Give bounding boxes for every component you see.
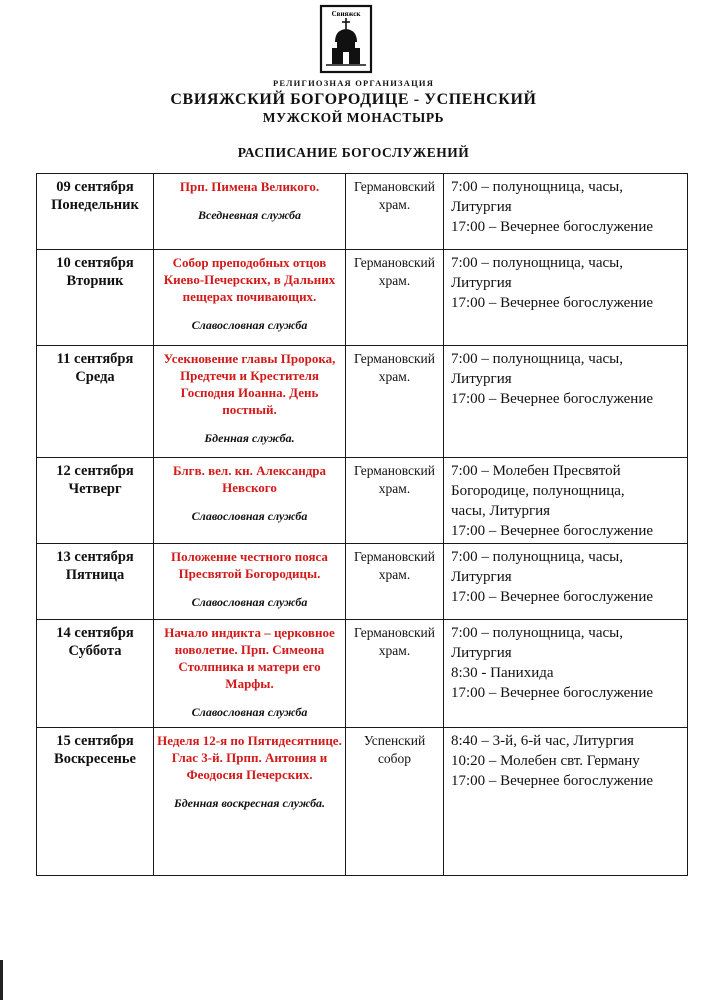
church-cell [346, 620, 444, 728]
feast-cell [154, 346, 346, 458]
schedule-table [36, 173, 688, 876]
service-type: Славословная служба [191, 595, 308, 609]
church-cell [346, 544, 444, 620]
service-type: Бденная служба. [204, 431, 295, 445]
service-time: Богородице, полунощница, [451, 483, 625, 499]
feast-name: Начало индикта – церковное новолетие. Прп. Симеона Столпника и матери его Марфы. [164, 625, 335, 691]
service-time: Литургия [451, 569, 512, 585]
org-type: РЕЛИГИОЗНАЯ ОРГАНИЗАЦИЯ [272, 78, 435, 88]
table-row [37, 620, 688, 728]
church-name: Германовский храм. [353, 255, 436, 288]
feast-cell [154, 250, 346, 346]
church-name: Германовский храм. [353, 351, 436, 384]
service-time: 17:00 – Вечернее богослужение [451, 773, 654, 789]
service-type: Славословная служба [191, 705, 308, 719]
service-time: 8:40 – 3-й, 6-й час, Литургия [451, 733, 634, 749]
table-row [37, 346, 688, 458]
date: 14 сентября [56, 625, 134, 641]
service-time: 17:00 – Вечернее богослужение [451, 685, 654, 701]
feast-cell [154, 620, 346, 728]
service-time: Литургия [451, 199, 512, 215]
times-cell [444, 250, 688, 346]
weekday: Среда [75, 369, 115, 385]
times-cell [444, 544, 688, 620]
service-time: 10:20 – Молебен свт. Герману [451, 753, 640, 769]
date-cell [37, 174, 154, 250]
times-cell [444, 620, 688, 728]
date: 13 сентября [56, 549, 134, 565]
feast-name: Неделя 12-я по Пятидесятнице. Глас 3-й. Прпп. Антония и Феодосия Печерских. [157, 733, 342, 782]
date: 10 сентября [56, 255, 134, 271]
church-cell [346, 174, 444, 250]
service-time: 7:00 – полунощница, часы, [451, 625, 623, 641]
feast-name: Усекновение главы Пророка, Предтечи и Крестителя Господня Иоанна. День постный. [163, 351, 336, 417]
feast-name: Положение честного пояса Пресвятой Богородицы. [171, 549, 328, 581]
date-cell [37, 346, 154, 458]
service-type: Славословная служба [191, 509, 308, 523]
date-cell [37, 544, 154, 620]
church-cell [346, 458, 444, 544]
service-time: 7:00 – полунощница, часы, [451, 255, 623, 271]
date: 12 сентября [56, 463, 134, 479]
weekday: Суббота [68, 643, 122, 659]
org-subtitle: МУЖСКОЙ МОНАСТЫРЬ [262, 110, 445, 125]
weekday: Воскресенье [54, 751, 136, 767]
table-row [37, 458, 688, 544]
church-cell [346, 346, 444, 458]
document-title: РАСПИСАНИЕ БОГОСЛУЖЕНИЙ [237, 145, 470, 160]
service-time: 17:00 – Вечернее богослужение [451, 295, 654, 311]
table-row [37, 250, 688, 346]
church-name: Германовский храм. [353, 549, 436, 582]
date: 11 сентября [56, 351, 134, 367]
feast-cell [154, 174, 346, 250]
date-cell [37, 458, 154, 544]
logo-text: Свияжск [331, 10, 361, 18]
date-cell [37, 250, 154, 346]
service-time: 7:00 – полунощница, часы, [451, 179, 623, 195]
service-time: Литургия [451, 645, 512, 661]
weekday: Четверг [68, 481, 122, 497]
church-name: Германовский храм. [353, 463, 436, 496]
table-row [37, 174, 688, 250]
feast-name: Собор преподобных отцов Киево-Печерских, в Дальних пещерах почивающих. [163, 255, 336, 304]
monastery-logo-icon [318, 4, 374, 74]
times-cell [444, 458, 688, 544]
service-time: 7:00 – Молебен Пресвятой [451, 463, 621, 479]
date: 09 сентября [56, 179, 134, 195]
feast-cell [154, 728, 346, 876]
date-cell [37, 728, 154, 876]
church-name: Успенский собор [363, 733, 426, 766]
church-cell [346, 728, 444, 876]
date-cell [37, 620, 154, 728]
service-type: Славословная служба [191, 318, 308, 332]
service-time: 17:00 – Вечернее богослужение [451, 219, 654, 235]
service-time: 7:00 – полунощница, часы, [451, 549, 623, 565]
weekday: Понедельник [51, 197, 139, 213]
service-time: 17:00 – Вечернее богослужение [451, 391, 654, 407]
table-row [37, 728, 688, 876]
service-time: Литургия [451, 275, 512, 291]
service-time: часы, Литургия [451, 503, 551, 519]
times-cell [444, 728, 688, 876]
service-time: 7:00 – полунощница, часы, [451, 351, 623, 367]
service-time: 17:00 – Вечернее богослужение [451, 589, 654, 605]
feast-cell [154, 544, 346, 620]
service-time: 8:30 - Панихида [451, 665, 554, 681]
feast-name: Блгв. вел. кн. Александра Невского [172, 463, 327, 495]
feast-cell [154, 458, 346, 544]
church-name: Германовский храм. [353, 179, 436, 212]
scan-edge [0, 960, 3, 1000]
times-cell [444, 174, 688, 250]
times-cell [444, 346, 688, 458]
service-time: Литургия [451, 371, 512, 387]
church-cell [346, 250, 444, 346]
org-name: СВИЯЖСКИЙ БОГОРОДИЦЕ - УСПЕНСКИЙ [170, 91, 537, 108]
church-name: Германовский храм. [353, 625, 436, 658]
table-row [37, 544, 688, 620]
date: 15 сентября [56, 733, 134, 749]
service-time: 17:00 – Вечернее богослужение [451, 523, 654, 539]
weekday: Вторник [66, 273, 124, 289]
service-type: Вседневная служба [198, 208, 301, 222]
weekday: Пятница [65, 567, 125, 583]
feast-name: Прп. Пимена Великого. [179, 179, 320, 194]
service-type: Бденная воскресная служба. [173, 796, 326, 810]
